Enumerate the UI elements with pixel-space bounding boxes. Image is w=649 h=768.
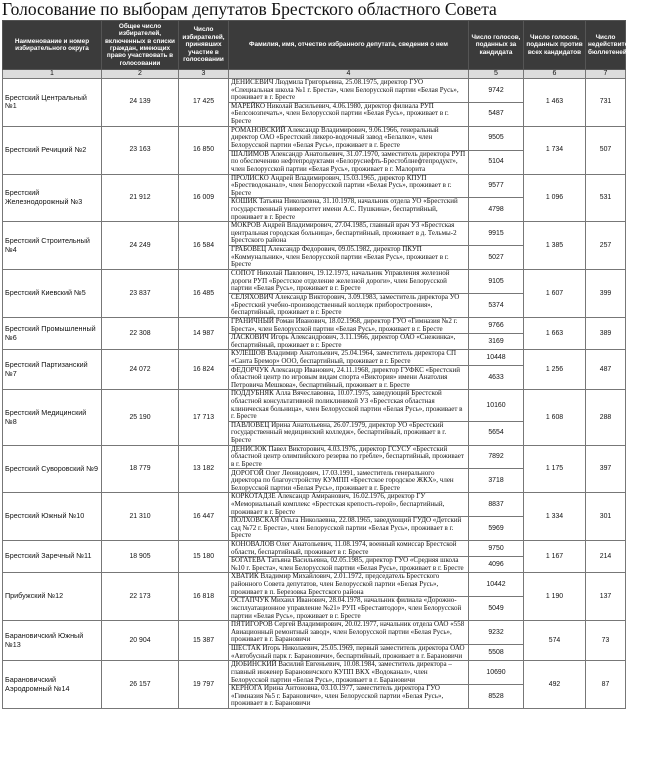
candidate-votes: 5049: [469, 597, 524, 621]
candidate-info: СОПОТ Николай Павлович, 19.12.1973, начальник Управления железной дороги РУП «Брестское отделение железной дороги», член Белорусской партии «Белая Русь», проживает в г. Бресте: [229, 269, 469, 293]
header-participated: Число избирателей, принявших участие в голосовании: [179, 21, 229, 70]
participated-count: 16 584: [179, 222, 229, 270]
against-all-count: 1 663: [524, 317, 586, 349]
candidate-votes: 7892: [469, 445, 524, 469]
district-name: Брестский Партизанский №7: [3, 350, 102, 390]
invalid-ballots-count: 73: [586, 621, 626, 661]
candidate-info: ДЕНИСЕВИЧ Людмила Григорьевна, 25.08.1975, директор ГУО «Специальная школа №1 г. Бреста», член Белорусской партии «Белая Русь», проживает в г. Бресте: [229, 79, 469, 103]
col-number: 6: [524, 70, 586, 79]
candidate-info: СЕЛЯХОВИЧ Александр Викторович, 3.09.1983, заместитель директора УО «Брестский учебно-производственный колледж приборостроения», беспартийный, проживает в г. Бресте: [229, 293, 469, 317]
candidate-votes: 9742: [469, 79, 524, 103]
invalid-ballots-count: 487: [586, 350, 626, 390]
header-votes: Число голосов, поданных за кандидата: [469, 21, 524, 70]
candidate-info: КОНОВАЛОВ Олег Анатольевич, 11.08.1974, военный комиссар Брестской области, беспартийный, проживает в г. Бресте: [229, 540, 469, 556]
candidate-votes: 9915: [469, 222, 524, 246]
against-all-count: 1 167: [524, 540, 586, 572]
candidate-votes: 5374: [469, 293, 524, 317]
candidate-votes: 9505: [469, 126, 524, 150]
table-row: [3, 317, 626, 333]
against-all-count: 1 334: [524, 493, 586, 541]
candidate-info: ЛАСКОВИЧ Игорь Александрович, 3.11.1966, директор ОАО «Снежинка», беспартийный, проживает в г. Бресте: [229, 334, 469, 350]
candidate-votes: 9105: [469, 269, 524, 293]
participated-count: 16 818: [179, 573, 229, 621]
candidate-info: ФЕДОРЧУК Александр Иванович, 24.11.1968, директор ГУФКС «Брестский областной центр по игровым видам спорта «Виктория» имени Анатолия Петровича Мешкова», беспартийный, проживает в г. Бресте: [229, 366, 469, 390]
candidate-info: ОСТАПЧУК Михаил Иванович, 28.04.1978, начальник филиала «Дорожно-эксплуатационное управление №21» РУП «Бреставтодор», член Белорусской партии «Белая Русь», проживает в г. Бресте: [229, 597, 469, 621]
candidate-info: ГРАНИЧНЫЙ Роман Иванович, 18.02.1968, директор ГУО «Гимназия №2 г. Бреста», член Белорусской партии «Белая Русь», проживает в г. Бресте: [229, 317, 469, 333]
candidate-votes: 4633: [469, 366, 524, 390]
district-name: Брестский Заречный №11: [3, 540, 102, 572]
candidate-votes: 8528: [469, 685, 524, 709]
against-all-count: 1 175: [524, 445, 586, 493]
table-row: [3, 269, 626, 293]
against-all-count: 1 096: [524, 174, 586, 222]
district-name: Брестский Железнодорожный №3: [3, 174, 102, 222]
district-name: Барановичский Аэродромный №14: [3, 661, 102, 709]
table-row: [3, 573, 626, 597]
table-body: [3, 79, 626, 709]
against-all-count: 1 385: [524, 222, 586, 270]
voters-count: 23 837: [102, 269, 179, 317]
voters-count: 18 905: [102, 540, 179, 572]
invalid-ballots-count: 214: [586, 540, 626, 572]
district-name: Брестский Суворовский №9: [3, 445, 102, 493]
against-all-count: 1 256: [524, 350, 586, 390]
table-row: [3, 390, 626, 421]
table-row: [3, 493, 626, 517]
invalid-ballots-count: 257: [586, 222, 626, 270]
candidate-info: ПРОЛИСКО Андрей Владимирович, 15.03.1965, директор КПУП «Брестводоканал», член Белорусской партии «Белая Русь», проживает в г. Бресте: [229, 174, 469, 198]
candidate-votes: 5104: [469, 150, 524, 174]
district-name: Брестский Медицинский №8: [3, 390, 102, 445]
candidate-info: ДЮБИНСКИЙ Василий Евгеньевич, 10.08.1984, заместитель директора – главный инженер Барановичского КУПП ВКХ «Водоканал», член Белорусской партии «Белая Русь», проживает в г. Барановичи: [229, 661, 469, 685]
against-all-count: 1 734: [524, 126, 586, 174]
voters-count: 25 190: [102, 390, 179, 445]
voters-count: 18 779: [102, 445, 179, 493]
table-row: [3, 79, 626, 103]
participated-count: 16 485: [179, 269, 229, 317]
invalid-ballots-count: 137: [586, 573, 626, 621]
candidate-info: ШЕСТАК Игорь Николаевич, 25.05.1969, первый заместитель директора ОАО «Автобусный парк г. Барановичи», беспартийный, проживает в г. Барановичи: [229, 645, 469, 661]
participated-count: 15 180: [179, 540, 229, 572]
invalid-ballots-count: 507: [586, 126, 626, 174]
district-name: Брестский Южный №10: [3, 493, 102, 541]
participated-count: 14 987: [179, 317, 229, 349]
candidate-info: ДЕНИСЮК Павел Викторович, 4.03.1976, директор ГСУСУ «Брестский областной центр олимпийского резерва по гребле», беспартийный, проживает в г. Бресте: [229, 445, 469, 469]
participated-count: 15 387: [179, 621, 229, 661]
candidate-votes: 3718: [469, 469, 524, 493]
candidate-votes: 9577: [469, 174, 524, 198]
invalid-ballots-count: 399: [586, 269, 626, 317]
participated-count: 13 182: [179, 445, 229, 493]
header-row: [3, 21, 626, 70]
district-name: Брестский Центральный №1: [3, 79, 102, 127]
candidate-votes: 4798: [469, 198, 524, 222]
candidate-info: МАРЕЙКО Николай Васильевич, 4.06.1980, директор филиала РУП «Белсоюзпечать», член Белорусской партии «Белая Русь», проживает в г. Бресте: [229, 102, 469, 126]
header-against: Число голосов, поданных против всех кандидатов: [524, 21, 586, 70]
participated-count: 16 850: [179, 126, 229, 174]
district-name: Брестский Киевский №5: [3, 269, 102, 317]
candidate-votes: 5969: [469, 517, 524, 541]
participated-count: 16 447: [179, 493, 229, 541]
candidate-info: ПОЛХОВСКАЯ Ольга Николаевна, 22.08.1965, заведующий ГУДО «Детский сад №72 г. Бреста», член Белорусской партии «Белая Русь», проживает в г. Бресте: [229, 517, 469, 541]
candidate-votes: 8837: [469, 493, 524, 517]
col-number: 2: [102, 70, 179, 79]
header-district: Наименование и номер избирательного округа: [3, 21, 102, 70]
voters-count: 20 904: [102, 621, 179, 661]
against-all-count: 574: [524, 621, 586, 661]
voters-count: 22 173: [102, 573, 179, 621]
candidate-votes: 4096: [469, 557, 524, 573]
candidate-votes: 10160: [469, 390, 524, 421]
candidate-votes: 5487: [469, 102, 524, 126]
district-name: Брестский Строительный №4: [3, 222, 102, 270]
header-invalid: Число недействительных бюллетеней: [586, 21, 626, 70]
voters-count: 21 310: [102, 493, 179, 541]
candidate-votes: 5654: [469, 421, 524, 445]
voters-count: 24 072: [102, 350, 179, 390]
results-table: [2, 20, 649, 709]
against-all-count: 1 463: [524, 79, 586, 127]
candidate-votes: 10442: [469, 573, 524, 597]
participated-count: 16 824: [179, 350, 229, 390]
district-name: Прибужский №12: [3, 573, 102, 621]
district-name: Барановичский Южный №13: [3, 621, 102, 661]
candidate-info: ПЯТИГОРОВ Сергей Владимирович, 20.02.1977, начальник отдела ОАО «558 Авиационный ремонтный завод», член Белорусской партии «Белая Русь», проживает в г. Барановичи: [229, 621, 469, 645]
table-row: [3, 126, 626, 150]
candidate-info: ПОДДУБНЯК Алла Вячеславовна, 10.07.1975, заведующий Брестской областной консультативной поликлиникой УЗ «Брестская областная клиническая больница», член Белорусской партии «Белая Русь», проживает в г. Бресте: [229, 390, 469, 421]
candidate-votes: 10448: [469, 350, 524, 366]
candidate-info: ПАВЛОВЕЦ Ирина Анатольевна, 26.07.1979, директор УО «Брестский государственный медицинский колледж», беспартийный, проживает в г. Бресте: [229, 421, 469, 445]
voters-count: 26 157: [102, 661, 179, 709]
table-row: [3, 445, 626, 469]
candidate-info: КЕРНОГА Ирина Антоновна, 03.10.1977, заместитель директора ГУО «Гимназия №5 г. Барановичи», член Белорусской партии «Белая Русь», проживает в г. Барановичи: [229, 685, 469, 709]
participated-count: 17 425: [179, 79, 229, 127]
table-row: [3, 350, 626, 366]
voters-count: 24 139: [102, 79, 179, 127]
invalid-ballots-count: 301: [586, 493, 626, 541]
candidate-info: МОКРОВ Андрей Владимирович, 27.04.1985, главный врач УЗ «Брестская центральная городская больница», беспартийный, проживает в д. Тельмы-2 Брестского района: [229, 222, 469, 246]
table-row: [3, 222, 626, 246]
invalid-ballots-count: 87: [586, 661, 626, 709]
col-number: 5: [469, 70, 524, 79]
table-row: [3, 540, 626, 556]
header-candidate: Фамилия, имя, отчество избранного депутата, сведения о нем: [229, 21, 469, 70]
against-all-count: 1 607: [524, 269, 586, 317]
candidate-votes: 9232: [469, 621, 524, 645]
against-all-count: 1 190: [524, 573, 586, 621]
page-title: Голосование по выборам депутатов Брестского областного Совета: [2, 0, 497, 19]
against-all-count: 492: [524, 661, 586, 709]
candidate-votes: 9766: [469, 317, 524, 333]
invalid-ballots-count: 288: [586, 390, 626, 445]
invalid-ballots-count: 397: [586, 445, 626, 493]
district-name: Брестский Промышленный №6: [3, 317, 102, 349]
col-number: 7: [586, 70, 626, 79]
candidate-votes: 10690: [469, 661, 524, 685]
table-row: [3, 174, 626, 198]
district-name: Брестский Речицкий №2: [3, 126, 102, 174]
voters-count: 24 249: [102, 222, 179, 270]
participated-count: 16 009: [179, 174, 229, 222]
candidate-votes: 3169: [469, 334, 524, 350]
col-number: 4: [229, 70, 469, 79]
candidate-votes: 9750: [469, 540, 524, 556]
candidate-info: КОРКОТАДЗЕ Александр Амиранович, 16.02.1976, директор ГУ «Мемориальный комплекс «Брестская крепость-герой», беспартийный, проживает в г. Бресте: [229, 493, 469, 517]
candidate-votes: 5027: [469, 246, 524, 270]
col-number: 3: [179, 70, 229, 79]
candidate-info: ДОРОГОЙ Олег Леонидович, 17.03.1991, заместитель генерального директора по благоустройству КУМПП «Брестское городское ЖКХ», член Белорусской партии «Белая Русь», проживает в г. Бресте: [229, 469, 469, 493]
voters-count: 23 163: [102, 126, 179, 174]
table-row: [3, 661, 626, 685]
candidate-info: ШАЛИМОВ Александр Анатольевич, 31.07.1970, заместитель директора РУП по обеспечению нефтепродуктами «Белоруснефть-Брестоблнефтепродукт», член Белорусской партии «Белая Русь», проживает в г. Малорита: [229, 150, 469, 174]
header-voters: Общее число избирателей, включенных в списки граждан, имеющих право участвовать в голосовании: [102, 21, 179, 70]
candidate-info: КОШИК Татьяна Николаевна, 31.10.1978, начальник отдела УО «Брестский государственный университет имени А.С. Пушкина», беспартийный, проживает в г. Бресте: [229, 198, 469, 222]
candidate-info: ХВАТИК Владимир Михайлович, 2.01.1972, председатель Брестского районного Совета депутатов, член Белорусской партии «Белая Русь», проживает в п. Березовка Брестского района: [229, 573, 469, 597]
col-number: 1: [3, 70, 102, 79]
candidate-info: ГРАБОВЕЦ Александр Федорович, 09.05.1982, директор ПКУП «Коммунальник», член Белорусской партии «Белая Русь», проживает в г. Бресте: [229, 246, 469, 270]
voters-count: 21 912: [102, 174, 179, 222]
candidate-votes: 5508: [469, 645, 524, 661]
against-all-count: 1 608: [524, 390, 586, 445]
participated-count: 19 797: [179, 661, 229, 709]
invalid-ballots-count: 389: [586, 317, 626, 349]
voters-count: 22 308: [102, 317, 179, 349]
table-row: [3, 621, 626, 645]
invalid-ballots-count: 731: [586, 79, 626, 127]
candidate-info: КУЛЕШОВ Владимир Анатольевич, 25.04.1964, заместитель директора СП «Санта Бремор» ООО, беспартийный, проживает в г. Бресте: [229, 350, 469, 366]
invalid-ballots-count: 531: [586, 174, 626, 222]
candidate-info: БОГАТЕВА Татьяна Васильевна, 02.05.1985, директор ГУО «Средняя школа №10 г. Бреста», член Белорусской партии «Белая Русь», проживает в г. Бресте: [229, 557, 469, 573]
candidate-info: РОМАНОВСКИЙ Александр Владимирович, 9.06.1966, генеральный директор ОАО «Брестский ликеро-водочный завод «Белалко», член Белорусской партии «Белая Русь», проживает в г. Бресте: [229, 126, 469, 150]
participated-count: 17 713: [179, 390, 229, 445]
